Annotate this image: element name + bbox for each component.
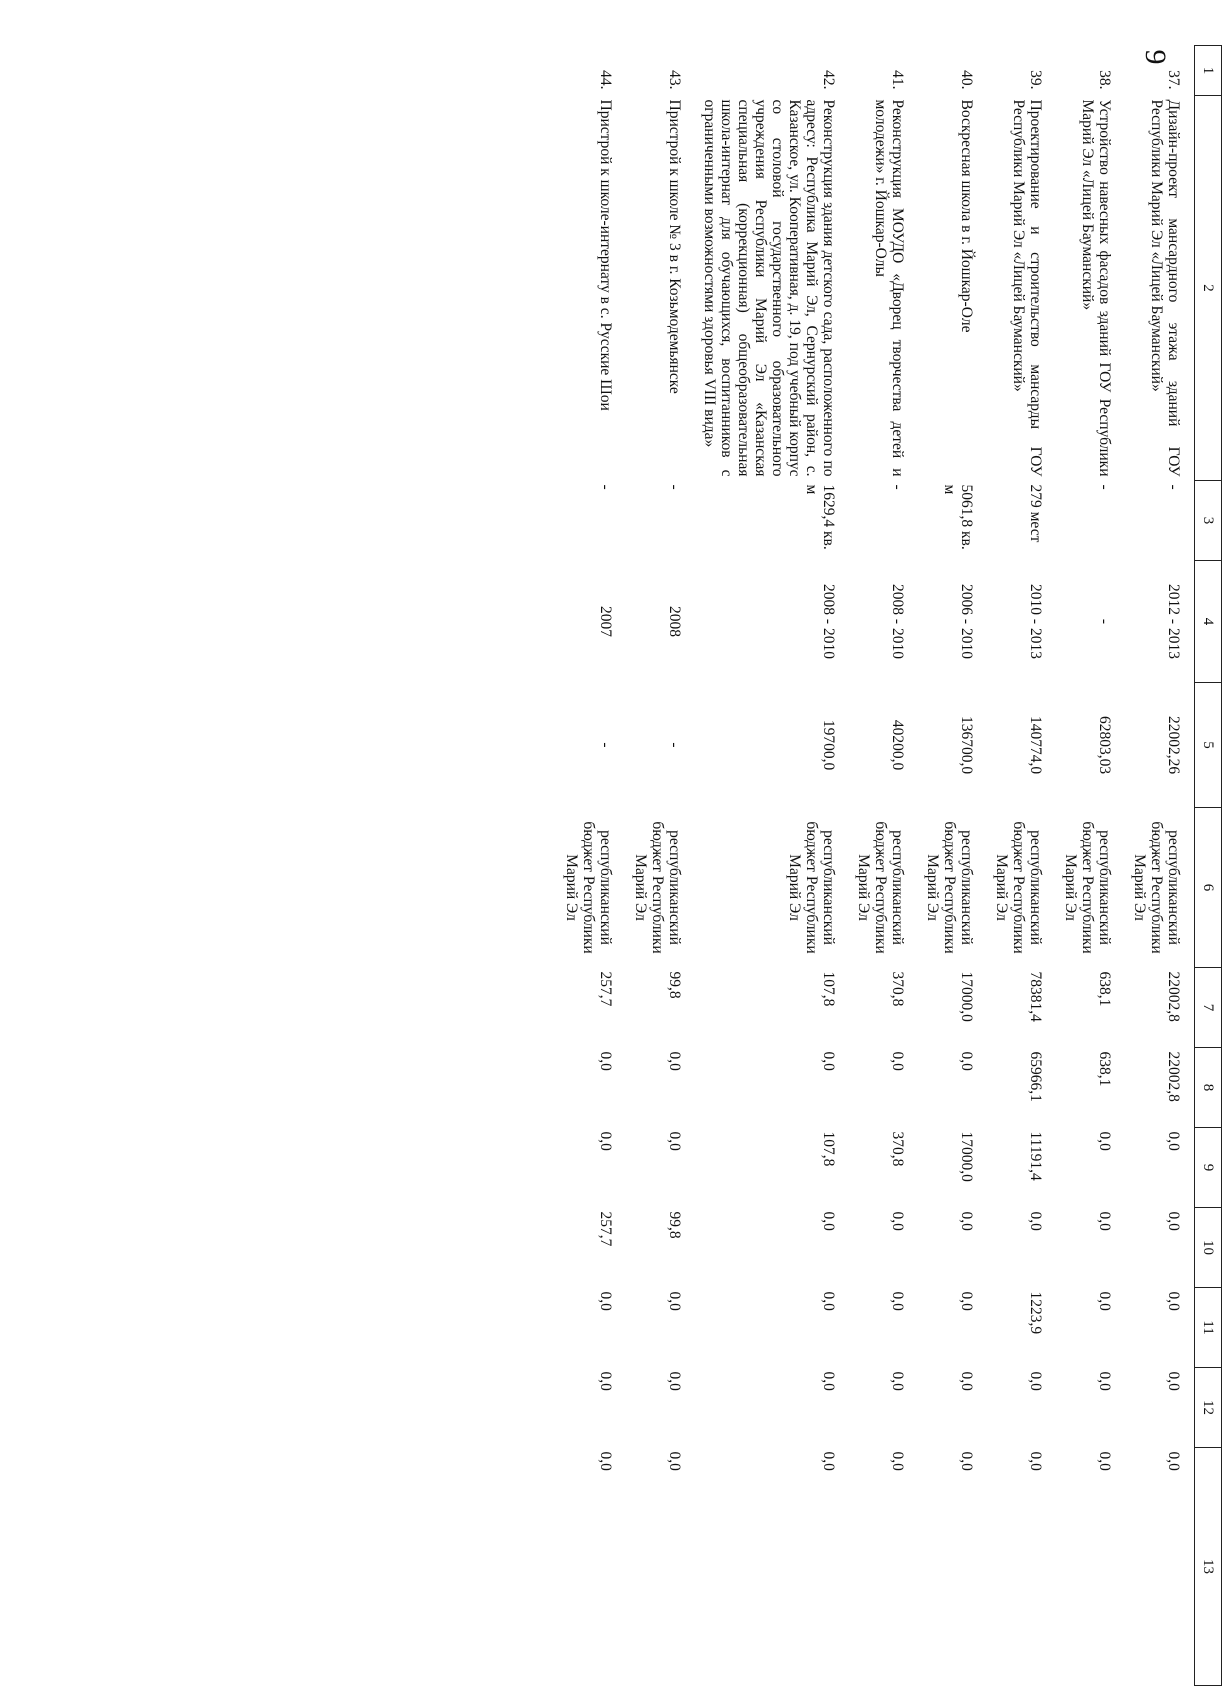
value-cell-10: 0,0 [958, 1211, 975, 1231]
value-cell-12: 0,0 [666, 1371, 683, 1391]
value-cell-12: 0,0 [958, 1371, 975, 1391]
funding-source-cell: республиканский бюджет Республики Марий Эл [1062, 821, 1113, 954]
value-cell-11: 0,0 [666, 1291, 683, 1311]
value-cell-7: 107,8 [820, 971, 837, 1007]
value-cell-13: 0,0 [666, 1451, 683, 1471]
cost-cell: 136700,0 [958, 715, 975, 775]
object-name: Пристрой к школе-интернату в с. Русские Шои [597, 99, 614, 411]
value-cell-9: 11191,4 [1027, 1131, 1044, 1181]
table-row [557, 46, 626, 1686]
header-cell: 5 [1195, 683, 1222, 808]
value-cell-8: 22002,8 [1165, 1051, 1182, 1102]
table-row [1056, 46, 1125, 1686]
value-cell-9: 0,0 [597, 1131, 614, 1151]
object-name: Реконструкция МОУДО «Дворец творчества детей и молодежи» г. Йошкар-Олы [872, 99, 906, 477]
value-cell-7: 370,8 [889, 971, 906, 1007]
cost-cell: 19700,0 [820, 719, 837, 771]
cost-cell: - [597, 742, 614, 748]
value-cell-13: 0,0 [958, 1451, 975, 1471]
cost-cell: - [666, 742, 683, 748]
value-cell-11: 1223,9 [1027, 1291, 1044, 1335]
value-cell-12: 0,0 [1165, 1371, 1182, 1391]
value-cell-12: 0,0 [889, 1371, 906, 1391]
program-table [557, 45, 1222, 1686]
period-cell: 2008 - 2010 [889, 584, 906, 659]
header-cell: 10 [1195, 1208, 1222, 1288]
value-cell-7: 99,8 [666, 971, 683, 999]
row-number: 38. [1096, 70, 1113, 90]
object-name: Пристрой к школе № 3 в г. Козьмодемьянске [666, 99, 683, 394]
funding-source-cell: республиканский бюджет Республики Марий Эл [786, 821, 837, 954]
period-cell: 2008 [666, 606, 683, 637]
capacity-cell: - [597, 484, 614, 490]
value-cell-7: 22002,8 [1165, 971, 1182, 1022]
object-name: Проектирование и строительство мансарды ГОУ Республики Марий Эл «Лицей Бауманский» [1010, 99, 1044, 477]
capacity-cell: 5061,8 кв. м [941, 484, 975, 550]
cost-cell: 40200,0 [889, 719, 906, 771]
capacity-cell: - [1165, 484, 1182, 490]
capacity-cell: - [1096, 484, 1113, 490]
period-cell: 2010 - 2013 [1027, 584, 1044, 659]
capacity-cell: - [889, 484, 906, 490]
value-cell-13: 0,0 [889, 1451, 906, 1471]
funding-source-cell: республиканский бюджет Республики Марий Эл [1131, 821, 1182, 954]
page-number: 9 [1139, 49, 1172, 65]
funding-source-cell: республиканский бюджет Республики Марий Эл [563, 821, 614, 954]
cost-cell: 22002,26 [1165, 715, 1182, 775]
period-cell: 2008 - 2010 [820, 584, 837, 659]
value-cell-7: 638,1 [1096, 971, 1113, 1007]
table-row [987, 46, 1056, 1686]
header-cell: 13 [1195, 1448, 1222, 1686]
value-cell-11: 0,0 [1096, 1291, 1113, 1311]
row-number: 40. [958, 70, 975, 90]
row-number: 42. [820, 70, 837, 90]
period-cell: 2006 - 2010 [958, 584, 975, 659]
value-cell-13: 0,0 [1165, 1451, 1182, 1471]
funding-source-cell: республиканский бюджет Республики Марий Эл [993, 821, 1044, 954]
object-name: Реконструкция здания детского сада, расположенного по адресу: Республика Марий Эл, Сернурский район, с. Казанское, ул. Кооперативная, д. 19, под учебный корпус со столовой государственного образовательного учреждения Республики Марий Эл «Казанская специальная (коррекционная) общеобразовательная школа-интернат для обучающихся, воспитанников с ограниченными возможностями здоровья VIII вида» [701, 99, 837, 477]
value-cell-7: 257,7 [597, 971, 614, 1007]
value-cell-8: 0,0 [666, 1051, 683, 1071]
value-cell-9: 107,8 [820, 1131, 837, 1167]
value-cell-9: 0,0 [666, 1131, 683, 1151]
row-number: 39. [1027, 70, 1044, 90]
row-number: 37. [1165, 70, 1182, 90]
value-cell-13: 0,0 [820, 1451, 837, 1471]
value-cell-13: 0,0 [597, 1451, 614, 1471]
capacity-cell: - [666, 484, 683, 490]
header-row [1195, 46, 1222, 1686]
value-cell-8: 0,0 [958, 1051, 975, 1071]
value-cell-11: 0,0 [1165, 1291, 1182, 1311]
cost-cell: 62803,03 [1096, 715, 1113, 775]
value-cell-12: 0,0 [597, 1371, 614, 1391]
object-name: Дизайн-проект мансардного этажа зданий ГОУ Республики Марий Эл «Лицей Бауманский» [1148, 99, 1182, 477]
row-number: 44. [597, 70, 614, 90]
table-row [1125, 46, 1195, 1686]
value-cell-8: 0,0 [889, 1051, 906, 1071]
row-number: 41. [889, 70, 906, 90]
value-cell-12: 0,0 [1027, 1371, 1044, 1391]
funding-source-cell: республиканский бюджет Республики Марий Эл [632, 821, 683, 954]
value-cell-11: 0,0 [820, 1291, 837, 1311]
header-cell: 11 [1195, 1288, 1222, 1368]
value-cell-10: 99,8 [666, 1211, 683, 1239]
value-cell-8: 0,0 [597, 1051, 614, 1071]
period-cell: - [1096, 618, 1113, 625]
period-cell: 2012 - 2013 [1165, 584, 1182, 659]
value-cell-7: 78381,4 [1027, 971, 1044, 1022]
header-cell: 12 [1195, 1368, 1222, 1448]
value-cell-11: 0,0 [958, 1291, 975, 1311]
header-cell: 9 [1195, 1128, 1222, 1208]
object-name: Воскресная школа в г. Йошкар-Оле [958, 99, 975, 333]
value-cell-10: 0,0 [889, 1211, 906, 1231]
table-row [626, 46, 695, 1686]
table-row [695, 46, 849, 1686]
value-cell-12: 0,0 [1096, 1371, 1113, 1391]
funding-source-cell: республиканский бюджет Республики Марий Эл [855, 821, 906, 954]
value-cell-11: 0,0 [889, 1291, 906, 1311]
table-row [918, 46, 987, 1686]
value-cell-7: 17000,0 [958, 971, 975, 1022]
value-cell-10: 0,0 [1096, 1211, 1113, 1231]
object-name: Устройство навесных фасадов зданий ГОУ Республики Марий Эл «Лицей Бауманский» [1079, 99, 1113, 477]
capacity-cell: 279 мест [1027, 484, 1044, 543]
cost-cell: 140774,0 [1027, 715, 1044, 775]
value-cell-9: 370,8 [889, 1131, 906, 1167]
header-cell: 4 [1195, 561, 1222, 683]
value-cell-9: 0,0 [1096, 1131, 1113, 1151]
header-cell: 1 [1195, 46, 1222, 96]
value-cell-13: 0,0 [1096, 1451, 1113, 1471]
table-row [849, 46, 918, 1686]
value-cell-8: 638,1 [1096, 1051, 1113, 1087]
value-cell-8: 65966,1 [1027, 1051, 1044, 1102]
value-cell-10: 0,0 [1165, 1211, 1182, 1231]
header-cell: 2 [1195, 96, 1222, 481]
value-cell-10: 257,7 [597, 1211, 614, 1247]
rotated-table-region [182, 45, 1222, 1685]
value-cell-8: 0,0 [820, 1051, 837, 1071]
value-cell-9: 0,0 [1165, 1131, 1182, 1151]
value-cell-13: 0,0 [1027, 1451, 1044, 1471]
header-cell: 3 [1195, 481, 1222, 561]
value-cell-11: 0,0 [597, 1291, 614, 1311]
row-number: 43. [666, 70, 683, 90]
value-cell-10: 0,0 [820, 1211, 837, 1231]
header-cell: 6 [1195, 808, 1222, 968]
funding-source-cell: республиканский бюджет Республики Марий Эл [924, 821, 975, 954]
capacity-cell: 1629,4 кв. м [803, 484, 837, 550]
value-cell-9: 17000,0 [958, 1131, 975, 1182]
period-cell: 2007 [597, 606, 614, 637]
value-cell-12: 0,0 [820, 1371, 837, 1391]
header-cell: 7 [1195, 968, 1222, 1048]
value-cell-10: 0,0 [1027, 1211, 1044, 1231]
header-cell: 8 [1195, 1048, 1222, 1128]
